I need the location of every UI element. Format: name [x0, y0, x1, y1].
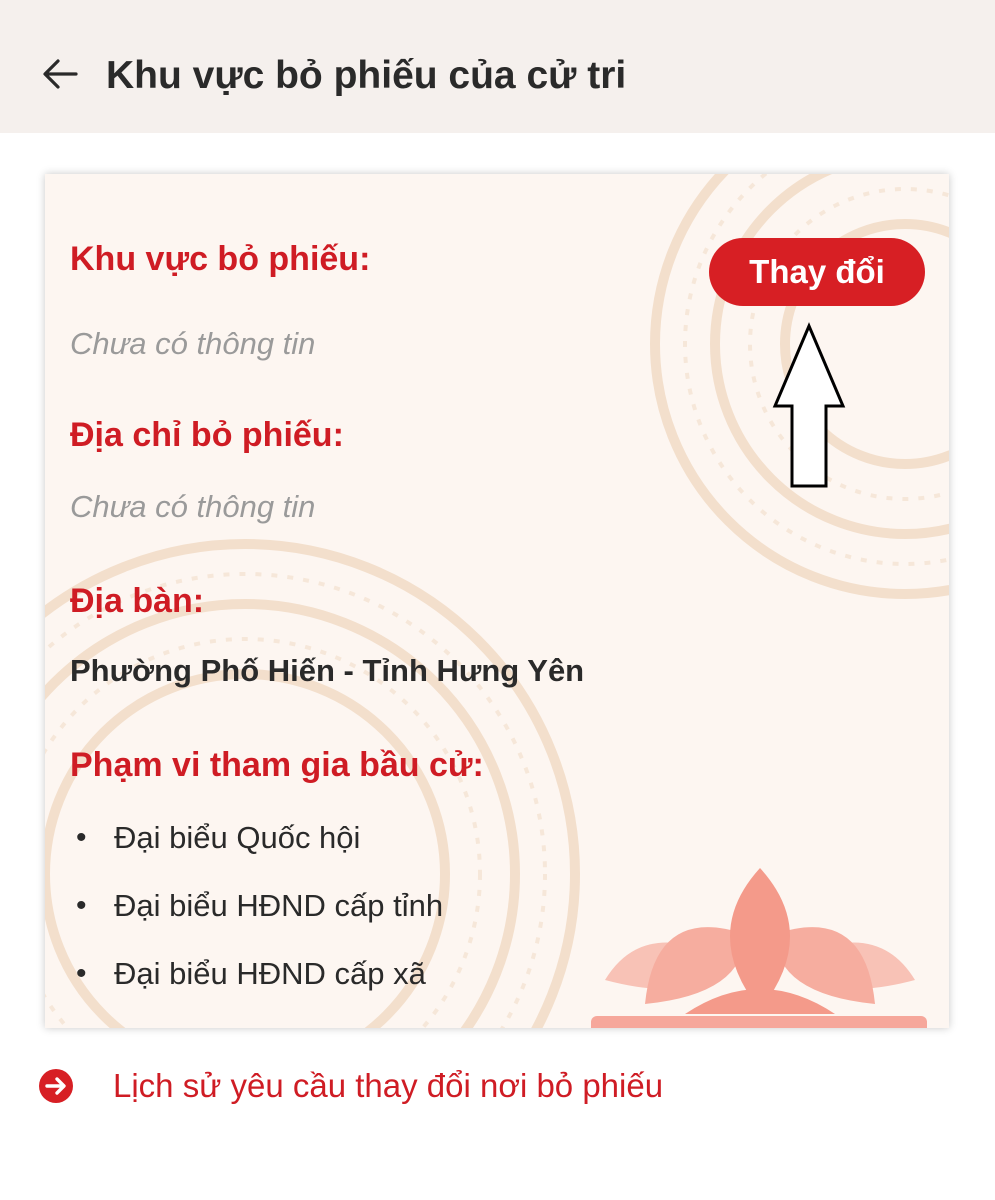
scope-item-text: Đại biểu HĐND cấp xã: [114, 956, 426, 991]
list-item: [70, 940, 443, 1008]
voting-area-label: Khu vực bỏ phiếu:: [70, 240, 371, 278]
history-link-label: Lịch sử yêu cầu thay đổi nơi bỏ phiếu: [113, 1067, 664, 1104]
bullet-icon: •: [76, 821, 87, 854]
locality-label: Địa bàn:: [70, 582, 205, 620]
arrow-left-icon: [40, 54, 80, 94]
bullet-icon: •: [76, 957, 87, 990]
arrow-right-circle-icon: [38, 1068, 74, 1104]
voting-address-label: Địa chỉ bỏ phiếu:: [70, 416, 344, 454]
scope-label: Phạm vi tham gia bầu cử:: [70, 746, 484, 784]
locality-value: Phường Phố Hiến - Tỉnh Hưng Yên: [70, 653, 585, 688]
scope-item-text: Đại biểu Quốc hội: [114, 820, 361, 855]
app-header: [0, 0, 995, 133]
change-button[interactable]: Thay đổi: [709, 238, 925, 306]
back-button[interactable]: [36, 50, 84, 98]
voting-area-value: Chưa có thông tin: [70, 326, 316, 361]
bullet-icon: •: [76, 889, 87, 922]
voting-address-value: Chưa có thông tin: [70, 489, 316, 524]
scope-list: [70, 804, 443, 1008]
up-arrow-annotation-icon: [771, 322, 847, 490]
list-item: [70, 872, 443, 940]
list-item: [70, 804, 443, 872]
history-link[interactable]: [38, 1064, 663, 1108]
voter-info-card: [45, 174, 949, 1028]
lotus-icon: [591, 868, 927, 1028]
page-title: Khu vực bỏ phiếu của cử tri: [106, 54, 627, 97]
scope-item-text: Đại biểu HĐND cấp tỉnh: [114, 888, 444, 923]
